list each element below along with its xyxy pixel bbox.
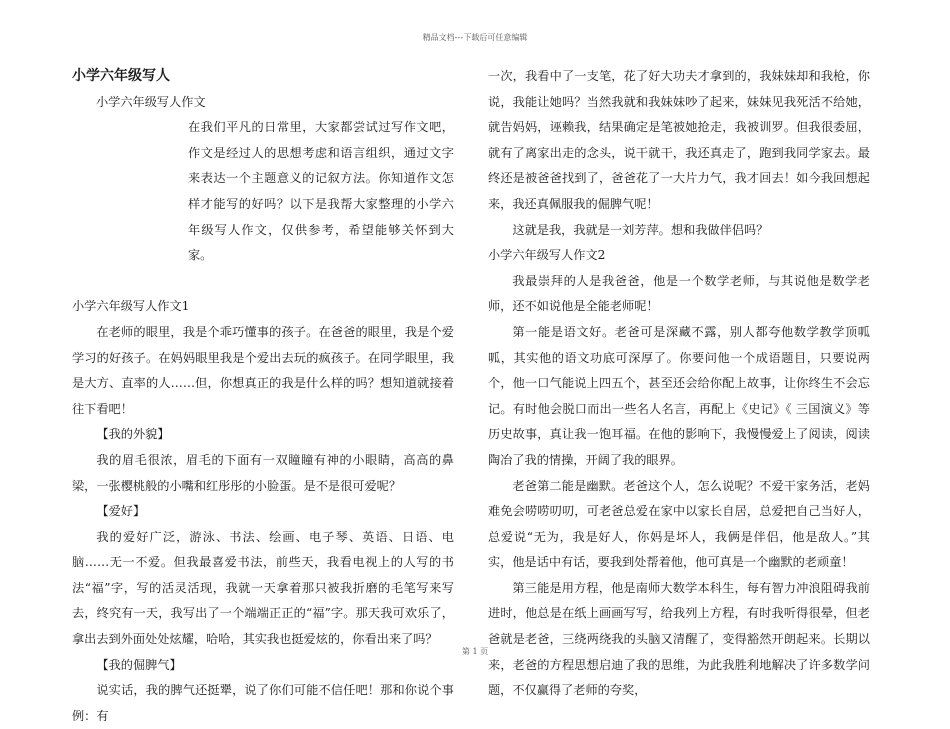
page-header: 精品文档---下载后可任意编辑 xyxy=(422,33,528,42)
essay-2-paragraph-1: 我最崇拜的人是我爸爸，他是一个数学老师，与其说他是数学老师，还不如说他是全能老师呢！ xyxy=(488,273,870,314)
left-column xyxy=(72,64,454,729)
right-column xyxy=(488,64,870,704)
section-heading-hobby: 【爱好】 xyxy=(96,504,146,519)
essay-2-paragraph-2: 第一能是语文好。老爸可是深藏不露，别人都夸他数学教学顶呱呱，其实他的语文功底可深厚了。你要问他一个成语题目，只要说两个，他一口气能说上四五个，甚至还会给你配上故事，让你终生不会忘记。有时他会脱口而出一些名人名言，再配上《史记》《 三国演义》等历史故事，真让我一饱耳福。在他的影响下，我慢慢爱上了阅读，阅读陶冶了我的情操，开阔了我的眼界。 xyxy=(488,324,870,467)
hobby-paragraph: 我的爱好广泛，游泳、书法、绘画、电子琴、英语、日语、电脑……无一不爱。但我最喜爱书法，前些天，我看电视上的人写的书法“福”字，写的活灵活现，我就一天拿着那只被我折磨的毛笔写来写去，终究有一天，我写出了一个端端正正的“福”字。那天我可欢乐了，拿出去到外面处处炫耀，哈哈，其实我也挺爱炫的，你看出来了吗？ xyxy=(72,529,454,647)
spacer xyxy=(72,269,454,295)
temper-paragraph: 说实话，我的脾气还挺犟，说了你们可能不信任吧！那和你说个事例：有 xyxy=(72,683,454,723)
essay-1-heading: 小学六年级写人作文1 xyxy=(72,299,190,314)
temper-paragraph-continued: 一次，我看中了一支笔，花了好大功夫才拿到的，我妹妹却和我枪，你说，我能让她吗？当然我就和我妹妹吵了起来，妹妹见我死活不给她，就告妈妈，诬赖我，结果确定是笔被她抢走，我被训罗。但我很委屈，就有了离家出走的念头，说干就干，我还真走了，跑到我同学家去。最终还是被爸爸找到了，爸爸花了一大片力气，我才回去！如今我回想起来，我还真佩服我的倔脾气呢！ xyxy=(488,69,870,211)
document-subtitle: 小学六年级写人作文 xyxy=(96,94,206,109)
section-heading-temper: 【我的倔脾气】 xyxy=(96,657,182,672)
essay-1-paragraph: 在老师的眼里，我是个乖巧懂事的孩子。在爸爸的眼里，我是个爱学习的好孩子。在妈妈眼里我是个爱出去玩的疯孩子。在同学眼里，我是大方、直率的人……但，你想真正的我是什么样的吗？想知道就接着往下看吧！ xyxy=(72,324,454,416)
appearance-paragraph: 我的眉毛很浓，眉毛的下面有一双瞳瞳有神的小眼睛，高高的鼻梁，一张樱桃般的小嘴和红彤彤的小脸蛋。是不是很可爱呢？ xyxy=(72,452,454,493)
essay-2-paragraph-3: 老爸第二能是幽默。老爸这个人，怎么说呢？不爱干家务活，老妈难免会唠唠叨叨，可老爸总爱在家中以家长自居，总爱把自己当好人，总爱说“无为，我是好人，你妈是坏人，我俩是伴侣，他是敌人。”其实，他是话中有话，要我到处帮着他，他可真是一个幽默的老顽童！ xyxy=(488,478,870,570)
page-footer: 第 1 页 xyxy=(461,647,489,656)
section-heading-appearance: 【我的外貌】 xyxy=(96,427,170,442)
intro-paragraph: 在我们平凡的日常里，大家都尝试过写作文吧，作文是经过人的思想考虑和语言组织，通过文字来表达一个主题意义的记叙方法。你知道作文怎样才能写的好吗？以下是我帮大家整理的小学六年级写人作文，仅供参考，希望能够关怀到大家。 xyxy=(188,120,454,263)
conclusion-paragraph: 这就是我，我就是一刘芳萍。想和我做伴侣吗？ xyxy=(512,222,769,237)
essay-2-paragraph-4: 第三能是用方程，他是南师大数学本科生，每有智力冲浪阻碍我前进时，他总是在纸上画画写写，给我列上方程，有时我听得很晕，但老爸就是老爸，三绕两绕我的头脑又清醒了，变得豁然开朗起来。长期以来，老爸的方程思想启迪了我的思维，为此我胜利地解决了许多数学问题，不仅赢得了老师的夸奖， xyxy=(488,580,870,698)
essay-2-heading: 小学六年级写人作文2 xyxy=(488,248,606,263)
document-title: 小学六年级写人 xyxy=(72,68,170,84)
